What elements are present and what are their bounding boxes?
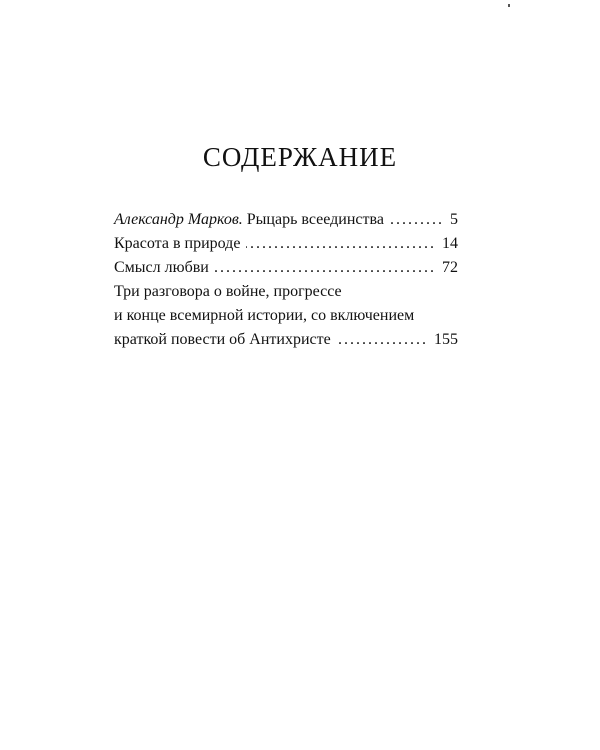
toc-line [114, 328, 458, 352]
toc-entry-title: Рыцарь всеединства [246, 211, 384, 228]
dot-leader [337, 328, 428, 352]
toc-entry[interactable] [114, 256, 458, 280]
toc-entry-title-line: и конце всемирной истории, со включением [114, 307, 415, 324]
toc-entry-title: Красота в природе [114, 235, 241, 252]
toc-entry-page-number: 5 [450, 211, 458, 228]
dot-leader [390, 208, 444, 232]
toc-entry-title: Смысл любви [114, 259, 209, 276]
toc-entry[interactable] [114, 280, 458, 352]
toc-line [114, 208, 458, 232]
toc-entry[interactable] [114, 208, 458, 232]
toc-line [114, 232, 458, 256]
dot-leader [246, 232, 436, 256]
contents-heading: СОДЕРЖАНИЕ [202, 142, 398, 172]
toc-line [114, 256, 458, 280]
toc-entry-page-number: 155 [434, 331, 458, 348]
scan-speck [508, 4, 510, 7]
toc-entry-author: Александр Марков. [114, 211, 243, 228]
toc-entry-title-line: Три разговора о войне, прогрессе [114, 283, 342, 300]
toc-entry-page-number: 72 [442, 259, 458, 276]
table-of-contents [114, 208, 458, 352]
dot-leader [215, 256, 436, 280]
toc-entry-page-number: 14 [442, 235, 458, 252]
toc-entry-title-line: краткой повести об Антихристе [114, 331, 331, 348]
toc-entry[interactable] [114, 232, 458, 256]
